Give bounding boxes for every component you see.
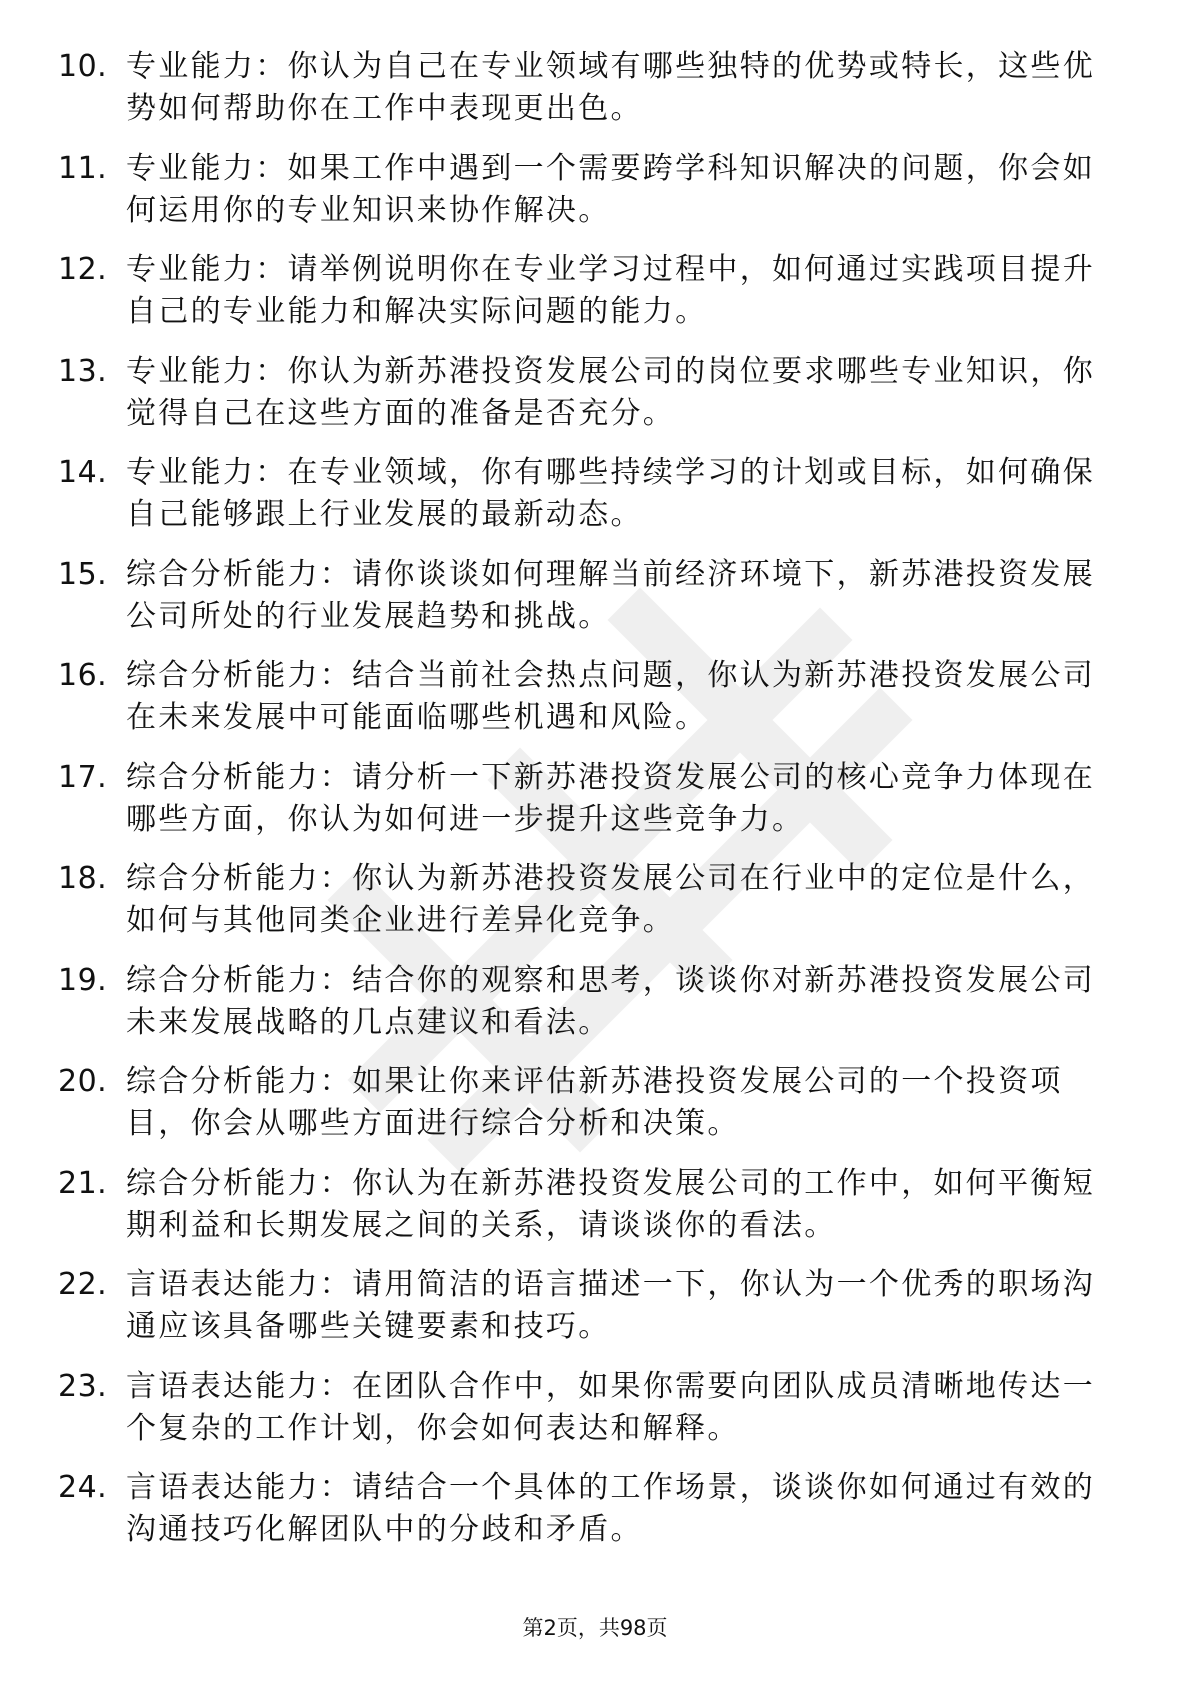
question-number: 12. bbox=[58, 252, 108, 287]
page-number: 第2页，共98页 bbox=[522, 1616, 668, 1640]
question-number: 10. bbox=[58, 49, 108, 84]
question-number: 13. bbox=[58, 353, 108, 389]
question-text: 言语表达能力：在团队合作中，如果你需要向团队成员清晰地传达一个复杂的工作计划，你会如何表达和解释。 bbox=[126, 1368, 1095, 1446]
question-text: 综合分析能力：你认为新苏港投资发展公司在行业中的定位是什么，如何与其他同类企业进行差异化竞争。 bbox=[126, 861, 1095, 938]
list-item bbox=[0, 655, 1190, 757]
list-item bbox=[0, 452, 1190, 554]
question-number: 15. bbox=[58, 556, 108, 592]
question-number: 17. bbox=[58, 759, 108, 795]
list-item bbox=[0, 351, 1190, 453]
list-item bbox=[0, 1264, 1190, 1366]
list-item bbox=[0, 1366, 1190, 1468]
question-number: 21. bbox=[58, 1165, 108, 1201]
question-text: 专业能力：你认为新苏港投资发展公司的岗位要求哪些专业知识，你觉得自己在这些方面的准备是否充分。 bbox=[126, 353, 1095, 431]
question-text: 综合分析能力：你认为在新苏港投资发展公司的工作中，如何平衡短期利益和长期发展之间的关系，请谈谈你的看法。 bbox=[126, 1165, 1095, 1243]
question-text: 专业能力：在专业领域，你有哪些持续学习的计划或目标，如何确保自己能够跟上行业发展的最新动态。 bbox=[126, 455, 1095, 532]
question-text: 综合分析能力：结合你的观察和思考，谈谈你对新苏港投资发展公司未来发展战略的几点建议和看法。 bbox=[126, 962, 1095, 1040]
question-text: 言语表达能力：请结合一个具体的工作场景，谈谈你如何通过有效的沟通技巧化解团队中的分歧和矛盾。 bbox=[126, 1470, 1095, 1547]
question-text: 综合分析能力：结合当前社会热点问题，你认为新苏港投资发展公司在未来发展中可能面临哪些机遇和风险。 bbox=[126, 658, 1095, 735]
question-text: 综合分析能力：请你谈谈如何理解当前经济环境下，新苏港投资发展公司所处的行业发展趋势和挑战。 bbox=[126, 556, 1095, 634]
question-text: 专业能力：你认为自己在专业领域有哪些独特的优势或特长，这些优势如何帮助你在工作中表现更出色。 bbox=[126, 49, 1095, 126]
question-number: 11. bbox=[58, 150, 108, 186]
question-text: 综合分析能力：如果让你来评估新苏港投资发展公司的一个投资项目，你会从哪些方面进行综合分析和决策。 bbox=[126, 1064, 1063, 1141]
question-number: 14. bbox=[58, 455, 108, 490]
question-text: 综合分析能力：请分析一下新苏港投资发展公司的核心竞争力体现在哪些方面，你认为如何进一步提升这些竞争力。 bbox=[126, 759, 1095, 837]
list-item bbox=[0, 46, 1190, 148]
list-item bbox=[0, 1061, 1190, 1163]
question-number: 18. bbox=[58, 861, 108, 896]
question-number: 24. bbox=[58, 1470, 108, 1505]
list-item bbox=[0, 757, 1190, 859]
list-item bbox=[0, 554, 1190, 656]
question-number: 23. bbox=[58, 1368, 108, 1404]
question-number: 16. bbox=[58, 658, 108, 693]
list-item bbox=[0, 148, 1190, 250]
list-item bbox=[0, 249, 1190, 351]
list-item bbox=[0, 858, 1190, 960]
question-number: 19. bbox=[58, 962, 108, 998]
list-item bbox=[0, 1163, 1190, 1265]
question-text: 专业能力：如果工作中遇到一个需要跨学科知识解决的问题，你会如何运用你的专业知识来协作解决。 bbox=[126, 150, 1095, 228]
question-text: 言语表达能力：请用简洁的语言描述一下，你认为一个优秀的职场沟通应该具备哪些关键要素和技巧。 bbox=[126, 1267, 1095, 1344]
question-number: 20. bbox=[58, 1064, 108, 1099]
question-text: 专业能力：请举例说明你在专业学习过程中，如何通过实践项目提升自己的专业能力和解决实际问题的能力。 bbox=[126, 252, 1095, 329]
list-item bbox=[0, 960, 1190, 1062]
question-number: 22. bbox=[58, 1267, 108, 1302]
list-item bbox=[0, 1467, 1190, 1569]
question-list bbox=[0, 46, 1190, 1569]
